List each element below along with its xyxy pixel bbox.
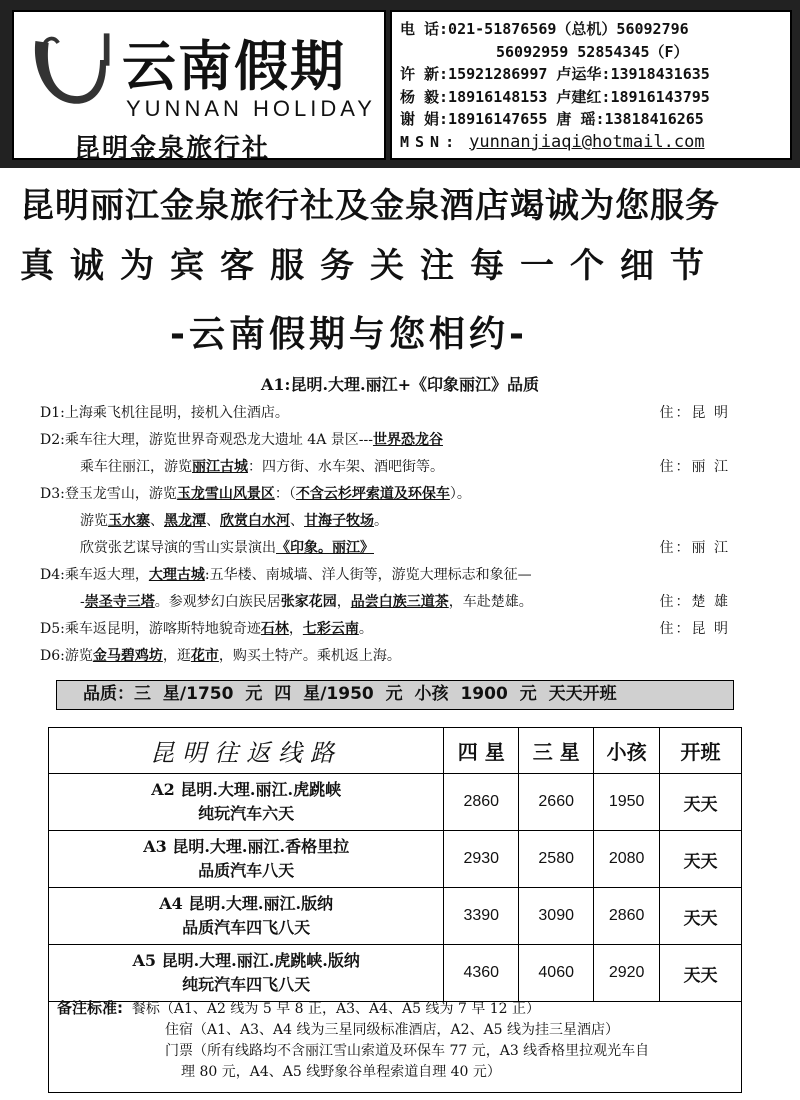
col-header-child: 小孩 xyxy=(594,728,660,774)
attraction-highlight: 金马碧鸡坊 xyxy=(92,648,163,664)
overnight-city: 住：丽 江 xyxy=(659,540,730,556)
day-label: D1: xyxy=(40,405,65,421)
attraction-highlight: 丽江古城 xyxy=(192,459,248,475)
overnight-city: 住：楚 雄 xyxy=(659,594,730,610)
day-text: - xyxy=(80,594,85,610)
contact-line: 谢 娟:18916147655 唐 瑶:13818416265 xyxy=(400,110,704,128)
day-text: ，逛 xyxy=(162,648,191,664)
attraction-highlight: 欣赏白水河 xyxy=(220,513,290,529)
itinerary-day xyxy=(40,643,740,670)
route-name: A4 昆明.大理.丽江.版纳 xyxy=(159,894,334,913)
day-text: 。 xyxy=(374,513,388,529)
price-four-star: 3390 xyxy=(444,888,519,945)
route-price-table xyxy=(48,727,742,1002)
day-text: ）。 xyxy=(449,486,471,502)
itinerary-day-cont xyxy=(40,454,740,481)
contact-line: 56092959 52854345（F） xyxy=(496,42,689,61)
price-three-star: 2660 xyxy=(519,774,594,831)
day-text: 。 xyxy=(358,621,373,637)
day-text: 乘车返大理， xyxy=(64,567,149,583)
brand-name-en: YUNNAN HOLIDAY xyxy=(126,96,376,121)
route-a1-title: A1:昆明.大理.丽江+《印象丽江》品质 xyxy=(260,375,539,394)
day-text: 乘车往丽江，游览 xyxy=(80,459,192,475)
contact-line: 杨 毅:18916148153 卢建红:18916143795 xyxy=(400,87,710,106)
col-header-four-star: 四 星 xyxy=(444,728,519,774)
itinerary-day-cont xyxy=(40,589,740,616)
attraction-highlight: 玉龙雪山风景区 xyxy=(176,486,275,502)
slogan-service: 昆明丽江金泉旅行社及金泉酒店竭诚为您服务 xyxy=(20,186,720,226)
itinerary-day-cont xyxy=(40,535,740,562)
day-text: 。参观梦幻白族民居 xyxy=(154,594,281,610)
price-three-star: 2580 xyxy=(519,831,594,888)
attraction-bold: 张家花园 xyxy=(280,594,337,610)
notes-label: 备注标准: xyxy=(57,999,123,1017)
day-label: D5: xyxy=(40,621,65,637)
attraction-highlight: 崇圣寺三塔 xyxy=(84,594,155,610)
day-text: 上海乘飞机往昆明，接机入住酒店。 xyxy=(64,405,289,421)
day-label: D4: xyxy=(40,567,65,583)
route-cell xyxy=(49,831,444,888)
day-text: 登玉龙雪山，游览 xyxy=(64,486,177,502)
note-meal: 餐标（A1、A2 线为 5 早 8 正，A3、A4、A5 线为 7 早 12 正） xyxy=(131,1001,541,1017)
attraction-highlight: 世界恐龙谷 xyxy=(372,432,443,448)
itinerary-day xyxy=(40,400,740,427)
overnight-city: 住：昆 明 xyxy=(659,621,730,637)
day-label: D3: xyxy=(40,486,65,502)
table-row xyxy=(49,888,742,945)
price-four-star: 4360 xyxy=(444,945,519,1002)
logo-panel xyxy=(12,10,386,164)
day-text: ：（ xyxy=(274,486,296,502)
route-cell xyxy=(49,945,444,1002)
itinerary-day xyxy=(40,427,740,454)
schedule-cell: 天天 xyxy=(660,888,742,945)
attraction-highlight: 黑龙潭 xyxy=(164,513,206,529)
price-four-star: 2930 xyxy=(444,831,519,888)
a1-price-bar: 品质：三 星/1750 元 四 星/1950 元 小孩 1900 元 天天开班 xyxy=(56,680,734,710)
separator: 、 xyxy=(150,513,164,529)
day-text: 乘车返昆明，游喀斯特地貌奇迹 xyxy=(64,621,261,637)
route-desc: 纯玩汽车六天 xyxy=(198,804,295,823)
day-text: 欣赏张艺谋导演的雪山实景演出 xyxy=(80,540,276,556)
contact-line: 电 话:021-51876569（总机）56092796 xyxy=(400,20,689,38)
route-desc: 纯玩汽车四飞八天 xyxy=(182,975,311,994)
table-row xyxy=(49,945,742,1002)
itinerary-day xyxy=(40,481,740,508)
route-desc: 品质汽车八天 xyxy=(198,861,295,880)
price-child: 2080 xyxy=(594,831,660,888)
day-text: 乘车往大理，游览世界奇观恐龙大遗址 4A 景区--- xyxy=(64,432,373,448)
attraction-highlight: 玉水寨 xyxy=(108,513,150,529)
attraction-highlight: 花市 xyxy=(190,648,219,664)
attraction-highlight: 石林 xyxy=(260,621,289,637)
header-banner xyxy=(0,0,800,168)
day-text: 游览 xyxy=(80,513,108,529)
col-header-route: 昆明往返线路 xyxy=(49,728,444,774)
attraction-highlight: 大理古城 xyxy=(148,567,205,583)
price-three-star: 3090 xyxy=(519,888,594,945)
msn-line xyxy=(400,131,782,154)
note-ticket-cont: 理 80 元，A4、A5 线野象谷单程索道自理 40 元） xyxy=(181,1064,501,1080)
attraction-highlight: 品尝白族三道茶 xyxy=(350,594,449,610)
route-name: A3 昆明.大理.丽江.香格里拉 xyxy=(143,837,350,856)
route-name: A2 昆明.大理.丽江.虎跳峡 xyxy=(151,780,342,799)
schedule-cell: 天天 xyxy=(660,774,742,831)
day-text: ，购买土特产。乘机返上海。 xyxy=(218,648,401,664)
table-header-row xyxy=(49,728,742,774)
route-cell xyxy=(49,774,444,831)
route-desc: 品质汽车四飞八天 xyxy=(182,918,311,937)
slogan-invite: -云南假期与您相约- xyxy=(170,314,528,355)
price-three-star: 4060 xyxy=(519,945,594,1002)
note-meal-row xyxy=(57,998,733,1020)
separator: ， xyxy=(336,594,351,610)
separator: ， xyxy=(288,621,303,637)
contact-line: 许 新:15921286997 卢运华:13918431635 xyxy=(400,65,710,83)
overnight-city: 住：昆 明 xyxy=(659,405,730,421)
day-label: D2: xyxy=(40,432,65,448)
route-name: A5 昆明.大理.丽江.虎跳峡.版纳 xyxy=(132,951,360,970)
col-header-three-star: 三 星 xyxy=(519,728,594,774)
contact-panel xyxy=(390,10,792,160)
note-hotel: 住宿（A1、A3、A4 线为三星同级标准酒店，A2、A5 线为挂三星酒店） xyxy=(165,1022,619,1038)
table-row xyxy=(49,831,742,888)
itinerary-day xyxy=(40,616,740,643)
day-text: :五华楼、南城墙、洋人街等，游览大理标志和象征— xyxy=(204,567,532,583)
show-highlight: 《印象。丽江》 xyxy=(276,540,374,556)
brand-logo-icon xyxy=(24,22,119,117)
agency-name: 昆明金泉旅行社 xyxy=(74,134,271,164)
price-child: 2860 xyxy=(594,888,660,945)
attraction-highlight: 七彩云南 xyxy=(302,621,359,637)
schedule-cell: 天天 xyxy=(660,831,742,888)
note-ticket: 门票（所有线路均不含丽江雪山索道及环保车 77 元，A3 线香格里拉观光车自 xyxy=(165,1043,650,1059)
schedule-cell: 天天 xyxy=(660,945,742,1002)
itinerary-day xyxy=(40,562,740,589)
route-cell xyxy=(49,888,444,945)
day-label: D6: xyxy=(40,648,65,664)
separator: 、 xyxy=(206,513,220,529)
table-row xyxy=(49,774,742,831)
attraction-highlight: 甘海子牧场 xyxy=(304,513,374,529)
price-child: 1950 xyxy=(594,774,660,831)
col-header-schedule: 开班 xyxy=(660,728,742,774)
msn-email-link[interactable]: yunnanjiaqi@hotmail.com xyxy=(469,131,705,152)
itinerary-day-cont xyxy=(40,508,740,535)
notes-panel xyxy=(48,995,742,1093)
separator: 、 xyxy=(290,513,304,529)
itinerary-list xyxy=(40,400,740,670)
overnight-city: 住：丽 江 xyxy=(659,459,730,475)
day-text: ，车赴楚雄。 xyxy=(448,594,533,610)
slogan-sincerity: 真诚为宾客服务关注每一个细节 xyxy=(20,246,720,286)
price-four-star: 2860 xyxy=(444,774,519,831)
brand-name-cn: 云南假期 xyxy=(122,35,346,98)
day-text: ：四方街、水车架、酒吧街等。 xyxy=(248,459,444,475)
price-child: 2920 xyxy=(594,945,660,1002)
msn-label: MSN: xyxy=(400,132,461,151)
exclusion-highlight: 不含云杉坪索道及环保车 xyxy=(295,486,450,502)
day-text: 游览 xyxy=(64,648,93,664)
